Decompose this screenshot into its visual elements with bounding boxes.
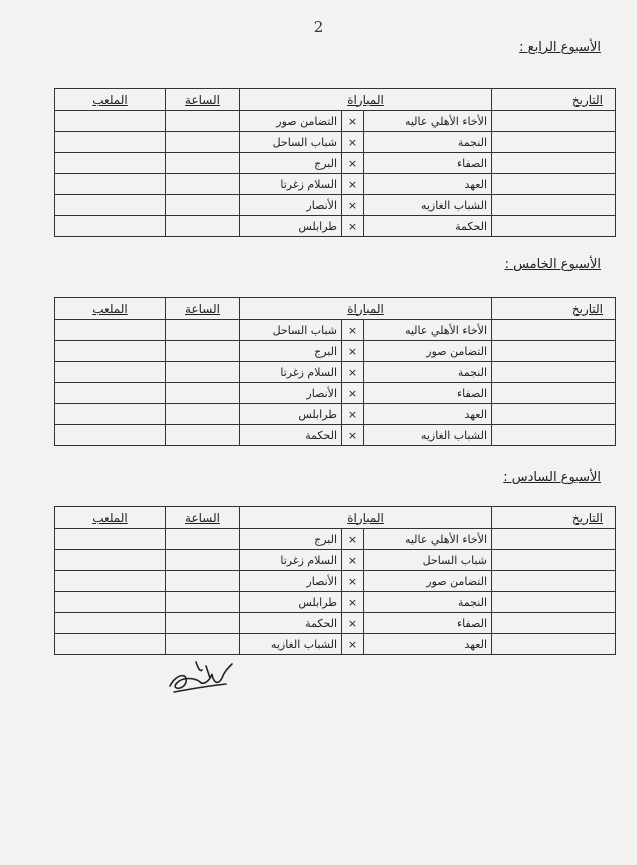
schedule-table-week-6 <box>54 506 616 655</box>
home-team: النجمة <box>364 592 492 613</box>
home-team: النجمة <box>364 132 492 153</box>
away-team: شباب الساحل <box>240 320 342 341</box>
header-time: الساعة <box>166 507 240 529</box>
vs-mark: × <box>342 550 364 571</box>
table-row <box>55 111 616 132</box>
stadium-cell <box>55 383 166 404</box>
home-team: الأخاء الأهلي عاليه <box>364 529 492 550</box>
vs-mark: × <box>342 216 364 237</box>
stadium-cell <box>55 320 166 341</box>
time-cell <box>166 383 240 404</box>
date-cell <box>492 404 616 425</box>
date-cell <box>492 362 616 383</box>
table-row <box>55 195 616 216</box>
home-team: النجمة <box>364 362 492 383</box>
date-cell <box>492 529 616 550</box>
time-cell <box>166 320 240 341</box>
home-team: الصفاء <box>364 383 492 404</box>
signature <box>166 656 238 702</box>
stadium-cell <box>55 216 166 237</box>
away-team: الأنصار <box>240 571 342 592</box>
stadium-cell <box>55 613 166 634</box>
week-heading-6: الأسبوع السادس : <box>503 470 601 485</box>
stadium-cell <box>55 341 166 362</box>
time-cell <box>166 132 240 153</box>
time-cell <box>166 362 240 383</box>
table-row <box>55 216 616 237</box>
home-team: العهد <box>364 404 492 425</box>
away-team: الأنصار <box>240 195 342 216</box>
table-row <box>55 132 616 153</box>
away-team: طرابلس <box>240 404 342 425</box>
date-cell <box>492 195 616 216</box>
header-stadium: الملعب <box>55 298 166 320</box>
table-row <box>55 571 616 592</box>
home-team: الأخاء الأهلي عاليه <box>364 111 492 132</box>
table-row <box>55 404 616 425</box>
time-cell <box>166 216 240 237</box>
vs-mark: × <box>342 132 364 153</box>
vs-mark: × <box>342 571 364 592</box>
time-cell <box>166 404 240 425</box>
vs-mark: × <box>342 320 364 341</box>
date-cell <box>492 111 616 132</box>
date-cell <box>492 571 616 592</box>
date-cell <box>492 613 616 634</box>
away-team: طرابلس <box>240 216 342 237</box>
vs-mark: × <box>342 195 364 216</box>
time-cell <box>166 341 240 362</box>
home-team: الشباب الغازيه <box>364 195 492 216</box>
table-row <box>55 362 616 383</box>
table-row <box>55 613 616 634</box>
header-match: المباراة <box>240 89 492 111</box>
time-cell <box>166 153 240 174</box>
time-cell <box>166 195 240 216</box>
date-cell <box>492 634 616 655</box>
away-team: السلام زغرتا <box>240 362 342 383</box>
away-team: السلام زغرتا <box>240 174 342 195</box>
table-row <box>55 550 616 571</box>
away-team: البرج <box>240 341 342 362</box>
stadium-cell <box>55 550 166 571</box>
week-heading-4: الأسبوع الرابع : <box>519 40 601 55</box>
time-cell <box>166 550 240 571</box>
away-team: البرج <box>240 529 342 550</box>
home-team: الصفاء <box>364 153 492 174</box>
vs-mark: × <box>342 634 364 655</box>
page-number: 2 <box>313 18 324 36</box>
stadium-cell <box>55 529 166 550</box>
vs-mark: × <box>342 425 364 446</box>
date-cell <box>492 425 616 446</box>
header-date: التاريخ <box>492 298 616 320</box>
vs-mark: × <box>342 362 364 383</box>
vs-mark: × <box>342 613 364 634</box>
stadium-cell <box>55 362 166 383</box>
vs-mark: × <box>342 592 364 613</box>
time-cell <box>166 529 240 550</box>
stadium-cell <box>55 425 166 446</box>
vs-mark: × <box>342 529 364 550</box>
header-time: الساعة <box>166 89 240 111</box>
home-team: شباب الساحل <box>364 550 492 571</box>
date-cell <box>492 153 616 174</box>
header-stadium: الملعب <box>55 89 166 111</box>
vs-mark: × <box>342 404 364 425</box>
away-team: الشباب الغازيه <box>240 634 342 655</box>
away-team: التضامن صور <box>240 111 342 132</box>
schedule-table-week-4 <box>54 88 616 237</box>
home-team: الأخاء الأهلي عاليه <box>364 320 492 341</box>
header-match: المباراة <box>240 298 492 320</box>
vs-mark: × <box>342 383 364 404</box>
home-team: الحكمة <box>364 216 492 237</box>
header-match: المباراة <box>240 507 492 529</box>
home-team: العهد <box>364 174 492 195</box>
table-row <box>55 153 616 174</box>
home-team: الصفاء <box>364 613 492 634</box>
time-cell <box>166 111 240 132</box>
table-row <box>55 341 616 362</box>
table-row <box>55 383 616 404</box>
table-row <box>55 529 616 550</box>
table-row <box>55 174 616 195</box>
time-cell <box>166 634 240 655</box>
header-time: الساعة <box>166 298 240 320</box>
vs-mark: × <box>342 341 364 362</box>
time-cell <box>166 571 240 592</box>
stadium-cell <box>55 111 166 132</box>
header-date: التاريخ <box>492 89 616 111</box>
header-stadium: الملعب <box>55 507 166 529</box>
time-cell <box>166 174 240 195</box>
date-cell <box>492 320 616 341</box>
schedule-table-week-5 <box>54 297 616 446</box>
stadium-cell <box>55 404 166 425</box>
vs-mark: × <box>342 153 364 174</box>
home-team: التضامن صور <box>364 571 492 592</box>
time-cell <box>166 592 240 613</box>
table-row <box>55 592 616 613</box>
away-team: السلام زغرتا <box>240 550 342 571</box>
time-cell <box>166 613 240 634</box>
date-cell <box>492 132 616 153</box>
away-team: شباب الساحل <box>240 132 342 153</box>
date-cell <box>492 592 616 613</box>
home-team: التضامن صور <box>364 341 492 362</box>
vs-mark: × <box>342 174 364 195</box>
stadium-cell <box>55 592 166 613</box>
vs-mark: × <box>342 111 364 132</box>
stadium-cell <box>55 153 166 174</box>
stadium-cell <box>55 174 166 195</box>
away-team: الحكمة <box>240 425 342 446</box>
home-team: الشباب الغازيه <box>364 425 492 446</box>
table-row <box>55 425 616 446</box>
stadium-cell <box>55 195 166 216</box>
week-heading-5: الأسبوع الخامس : <box>504 257 601 272</box>
header-date: التاريخ <box>492 507 616 529</box>
date-cell <box>492 174 616 195</box>
home-team: العهد <box>364 634 492 655</box>
table-row <box>55 320 616 341</box>
away-team: الأنصار <box>240 383 342 404</box>
date-cell <box>492 341 616 362</box>
stadium-cell <box>55 634 166 655</box>
stadium-cell <box>55 132 166 153</box>
table-row <box>55 634 616 655</box>
date-cell <box>492 216 616 237</box>
away-team: البرج <box>240 153 342 174</box>
date-cell <box>492 550 616 571</box>
stadium-cell <box>55 571 166 592</box>
away-team: طرابلس <box>240 592 342 613</box>
away-team: الحكمة <box>240 613 342 634</box>
time-cell <box>166 425 240 446</box>
date-cell <box>492 383 616 404</box>
